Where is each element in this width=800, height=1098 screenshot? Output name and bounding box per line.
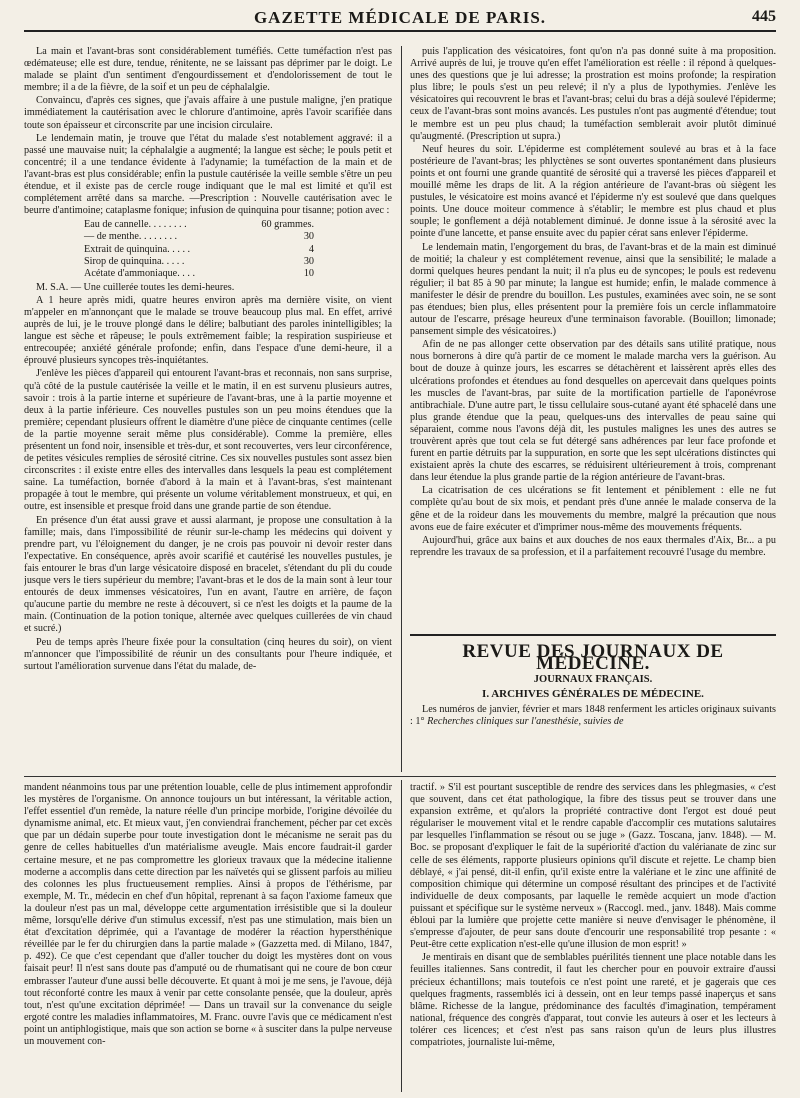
review-section [410, 640, 776, 768]
paragraph: La main et l'avant-bras sont considérablement tuméfiés. Cette tuméfaction n'est pas œdémateuse; elle est dure, tendue, rénitente, ne se laissant pas déprimer par le doigt. Le malade se plaint d'un sentiment d'engourdissement et d'endolorissement de tout le membre; il a de la fièvre, de la soif et un peu de céphalalgie. [24, 46, 392, 94]
paragraph: puis l'application des vésicatoires, font qu'on n'a pas donné suite à ma proposition. Arrivé auprès de lui, je trouve qu'en effet l'amélioration est réelle : il répond à quelques-unes des questions que je lui adresse; la prostration est moins profonde; la respiration plus libre; le pouls s'est un peu relevé; il n'y a plus de lypothymies. J'enlève les vésicatoires qui recouvrent le bras et l'avant-bras; celui du bras a déjà soulevé l'épiderme; ceux de l'avant-bras sont moins avancés. Les pustules n'ont pas augmenté d'étendue; tout le membre est un peu plus chaud; la tuméfaction semblerait avoir plutôt diminué qu'augmenté. (Prescription ut supra.) [410, 46, 776, 142]
paragraph: tractif. » S'il est pourtant susceptible de rendre des services dans les phlegmasies, « c'est que souvent, dans cet état pathologique, la fibre des tissus peut se trouver dans une expansion extrême, et qu'alors la propriété contractive dont l'ergot est doué peut régulariser le mouvement vital et le rendre capable d'accomplir ces mutations salutaires par lesquelles l'inflammation se résout ou se juge » (Gazz. Toscana, janv. 1848). — M. Boc. se proposant d'expliquer le fait de la supériorité d'action du valérianate de zinc sur celle de ses éléments, rapporte plusieurs opinions qu'il discute et rejette. Le champ bien déblayé, « j'ai pensé, dit-il enfin, qu'il existe entre la valériane et le zinc une affinité de composition chimique qui détermine un composé résultant des principes et de l'activité individuelle de deux composants, par laquelle le remède acquiert un mode d'action puissant et spécifique sur le système nerveux » (Raccogl. med., janv. 1848). Mais comme ébloui par la lumière que projette cette manière si neuve d'envisager le phénomène, il s'empresse d'ajouter, de peur sans doute d'encourir une responsabilité trop pesante : « Peut-être cette explication n'est-elle qu'une illusion de mon esprit! » [410, 782, 776, 951]
paragraph: Afin de ne pas allonger cette observation par des détails sans utilité pratique, nous nous bornerons à dire qu'à partir de ce moment le malade marcha vers la guérison. Au bout de douze à quinze jours, les escarres se détachèrent et laissèrent après elles des ulcérations profondes et étendues au fond desquelles on apercevait dans quelques points les muscles de l'avant-bras, par suite de la mortification partielle de l'aponévrose antibrachiale. D'une autre part, le tissu cellulaire sous-cutané ayant été sphacelé dans une plus grande étendue que la peau, quelques-uns des intervalles de peau saine qui séparaient, comme nous l'avons déjà dit, les pustules malignes les unes des autres se trouvèrent après que tout cela se fut détergé sans adhérences par leur face profonde et furent en partie détruits par la suppuration, en sorte que les sept ulcérations distinctes qui existaient après la chute des escarres, se réduisirent ultérieurement à trois, comprenant dans leur étendue la plus grande partie de la région antérieure de l'avant-bras. [410, 339, 776, 484]
paragraph: A 1 heure après midi, quatre heures environ après ma dernière visite, on vient m'appeler en m'annonçant que le malade se trouve beaucoup plus mal. En effet, arrivé auprès de lui, je le trouve plongé dans le délire; balbutiant des paroles inintelligibles; la langue est sèche et râpeuse; le pouls extrêmement faible; la respiration suspirieuse et entrecoupée; anxiété générale profonde; enfin, dans l'espace d'une demi-heure, il a éprouvé plusieurs syncopes très-inquiétantes. [24, 294, 392, 367]
review-intro: Les numéros de janvier, février et mars 1848 renferment les articles originaux suivants : 1° Recherches cliniques sur l'anesthésie, suivies de [410, 704, 776, 728]
upper-right-column [410, 46, 776, 628]
lower-left-column [24, 782, 392, 1090]
paragraph: Le lendemain matin, je trouve que l'état du malade s'est notablement aggravé: il a passé une mauvaise nuit; la céphalalgie a augmenté; la langue est sèche; le pouls petit et concentré; il a une tendance évidente à l'adynamie; la tuméfaction de la main et de l'avant-bras est plus considérable; enfin la pustule cautérisée la veille semble s'être un peu étendue, et il existe pas de cercle rouge indiquant que le mal est limité et qu'il est complétement arrêté dans sa marche. —Prescription : Nouvelle cautérisation avec le beurre d'antimoine; cataplasme fonique; infusion de quinquina pour tisanne; potion avec : [24, 132, 392, 217]
prescription-row: Extrait de quinquina. . . . . 4 [84, 243, 314, 255]
page-number: 445 [752, 8, 776, 25]
prescription-list [84, 219, 392, 279]
prescription-row: Eau de cannelle. . . . . . . . 60 grammes. [84, 219, 314, 231]
paragraph: En présence d'un état aussi grave et aussi alarmant, je propose une consultation à la famille; mais, dans l'impossibilité de réunir sur-le-champ les médecins qui doivent y prendre part, vu l'éloignement du danger, je ne crois pas pouvoir ni devoir rester dans l'expectative. En conséquence, après avoir scarifié et cautérisé les nouvelles pustules, je fais entourer le bras d'un large vésicatoire disposé en bracelet, s'étendant du pli du coude jusque vers le tiers supérieur du membre; l'avant-bras et le dos de la main sont à leur tour entourés de deux immenses vésicatoires, l'un en avant, l'autre en arrière, de façon qu'aucune partie du membre ne reste à découvert, si ce n'est les doigts et la paume de la main. (Continuation de la potion tonique, alternée avec quelques cuillerées de vin chaud et sucré.) [24, 514, 392, 635]
paragraph: Je mentirais en disant que de semblables puérilités tiennent une place notable dans les feuilles italiennes. Sans contredit, il faut les chercher pour en pouvoir extraire d'aussi précieux échantillons; mais toutefois ce n'est point une rareté, et je gagerais que ces quelques fragments, rassemblés ici à dessein, ont en leur temps passé inaperçus et sans blâme. Richesse de la langue, prédominance des facultés d'imagination, tempérament national, fréquence des congrès d'apparat, tout convie les auteurs à oser et les lecteurs à tolérer ces licences; et c'est n'est pas sans raison qu'un de leurs plus illustres compatriotes, journaliste lui-même, [410, 952, 776, 1048]
journal-title: GAZETTE MÉDICALE DE PARIS. [253, 8, 547, 27]
column-divider [401, 780, 402, 1092]
prescription-row: Sirop de quinquina. . . . . 30 [84, 255, 314, 267]
paragraph: Aujourd'hui, grâce aux bains et aux douches de nos eaux thermales d'Aix, Br... a pu reprendre les travaux de sa profession, et il a parfaitement recouvré l'usage du membre. [410, 534, 776, 558]
paragraph: La cicatrisation de ces ulcérations se fit lentement et péniblement : elle ne fut complète qu'au bout de six mois, et pendant près d'une année le malade conserva de la gêne et de la roideur dans les mouvements du membre, malgré la précaution que nous avons eue de faire exécuter et d'imprimer nous-même des mouvements fréquents. [410, 485, 776, 533]
prescription-row: — de menthe. . . . . . . . 30 [84, 231, 314, 243]
paragraph: J'enlève les pièces d'appareil qui entourent l'avant-bras et reconnais, non sans surprise, qu'à côté de la pustule cautérisée la veille et le matin, il en est survenu plusieurs autres, savoir : trois à la partie interne et supérieure de l'avant-bras, une à la partie moyenne et deux à la partie inférieure. Ces nouvelles pustules son un peu moins étendues que la première; cependant plusieurs offrent le diamètre d'une pièce de cinquante centimes (celle de la partie moyenne serait même plus considérable). Comme la première, elles présentent un fond noir, insensible et très-dur, et sont recouvertes, vers leur circonférence, de petites vésicules remplies de sérosité citrine. Ces six nouvelles pustules sont assez bien circonscrites : il existe entre elles des intervalles dans lesquels la peau est complétement saine. La tuméfaction, bornée d'abord à la main et à l'avant-bras, s'est maintenant propagée à tout le membre, qui présente un volume véritablement monstrueux, et qui, en outre, est insensible et presque froid dans une grande partie de son étendue. [24, 368, 392, 513]
review-title: REVUE DES JOURNAUX DE MÉDECINE. [462, 641, 724, 675]
lower-right-column [410, 782, 776, 1090]
horizontal-divider [24, 776, 776, 777]
paragraph: Peu de temps après l'heure fixée pour la consultation (cinq heures du soir), on vient m'annoncer que l'impossibilité de réunir un des consultants pour l'heure indiquée, et surtout l'amélioration survenue dans l'état du malade, de- [24, 636, 392, 672]
prescription-note: M. S.A. — Une cuillerée toutes les demi-heures. [36, 281, 235, 293]
review-section-heading: I. ARCHIVES GÉNÉRALES DE MÉDECINE. [482, 688, 704, 701]
paragraph: Le lendemain matin, l'engorgement du bras, de l'avant-bras et de la main est diminué de moitié; la chaleur y est complétement revenue, ainsi que la sensibilité; le malade a dormi quelques heures pendant la nuit; il n'a plus eu de syncopes; le pouls est redevenu régulier; il bat 85 à 90 par minute; la langue est humide; enfin, le malade commence à manifester le désir de prendre du bouillon. Les pustules, examinées avec soin, ne se sont pas étendues; bien plus, elles présentent pour la première fois un cercle inflammatoire autour de l'escarre, présage heureux d'une terminaison favorable. (Bouillon; limonade; pansement simple des vésicatoires.) [410, 241, 776, 338]
paragraph: Neuf heures du soir. L'épiderme est complétement soulevé au bras et à la face postérieure de l'avant-bras; les phlyctènes se sont ouvertes spontanément dans plusieurs points et ont fourni une grande quantité de sérosité qui a traversé les pièces d'appareil et mouillé même les draps de lit. A la région antérieure de l'avant-bras où siègent les pustules, le vésicatoire est moins avancé et l'épiderme n'y est soulevé que dans quelques points. Une douce moiteur commence à s'établir; le membre est plus chaud et plus souple; le gonflement a déjà notablement diminué. Je donne issue à la sérosité avec la pointe d'une lancette, et panse ensuite avec du papier cérat sans enlever l'épiderme. [410, 143, 776, 240]
review-subtitle: JOURNAUX FRANÇAIS. [533, 674, 653, 686]
section-rule [410, 634, 776, 636]
page-header [24, 4, 776, 32]
paragraph: mandent néanmoins tous par une prétention louable, celle de plus intimement approfondir les mystères de l'organisme. On annonce toujours un but intéressant, la véritable action, l'effet essentiel d'un remède, la nature réelle d'un principe morbide, l'origine dévoilée du dynamisme animal, etc. Et mieux vaut, j'en conviendrai franchement, pécher par cet excès que par un dédain superbe pour toute investigation dont le mécanisme ne serait pas du genre de celles habituelles d'un matérialisme aveugle. Mais encore faudrait-il garder certaine mesure, et ne pas compromettre les glorieux travaux que la médecine italienne moderne a accomplis dans cette direction par les naïvetés qui se glissent parfois au milieu des colonnes les plus fructueusement remplies. Ainsi à propos de l'éthérisme, par exemple, M. Tr., médecin en chef d'un hôpital, reprenant à sa façon l'axiome fameux que la douleur n'est pas un mal, développe cette argumentation irrésistible que si la douleur même, lorsqu'elle dérive d'un stimulus excessif, n'est pas une stimulation, mais bien un état d'excitation déprimée, qui a l'avantage de modérer la réaction hypersthénique réveillée par le fer du chirurgien dans la partie malade » (Gazzetta med. di Milano, 1847, p. 492). Ce que c'est cependant que d'aller toucher du doigt les mystères dont on vous faisait peur! Il n'est sans doute pas d'amputé ou de rhumatisant qui ne coure de bon cœur embrasser l'auteur d'une aussi belle découverte. Et quant à moi je me sens, je l'avoue, déjà tout réconforté contre les maux à venir par cette consolante pensée, que la douleur, après tout, n'est qu'une excitation déprimée! — Dans un travail sur la convenance du seigle ergoté contre les maladies inflammatoires, M. Franc. ouvre l'avis que ce médicament n'est point un antiphlogistique, mais que son action se borne « à susciter dans la pulpe nerveuse un mouvement con- [24, 782, 392, 1047]
prescription-row: Acétate d'ammoniaque. . . . 10 [84, 267, 314, 279]
upper-left-column [24, 46, 392, 764]
column-divider [401, 46, 402, 772]
paragraph: Convaincu, d'après ces signes, que j'avais affaire à une pustule maligne, j'en pratique immédiatement la cautérisation avec le chlorure d'antimoine, après l'avoir scarifiée dans toute son épaisseur et circonscrite par une incision circulaire. [24, 95, 392, 131]
